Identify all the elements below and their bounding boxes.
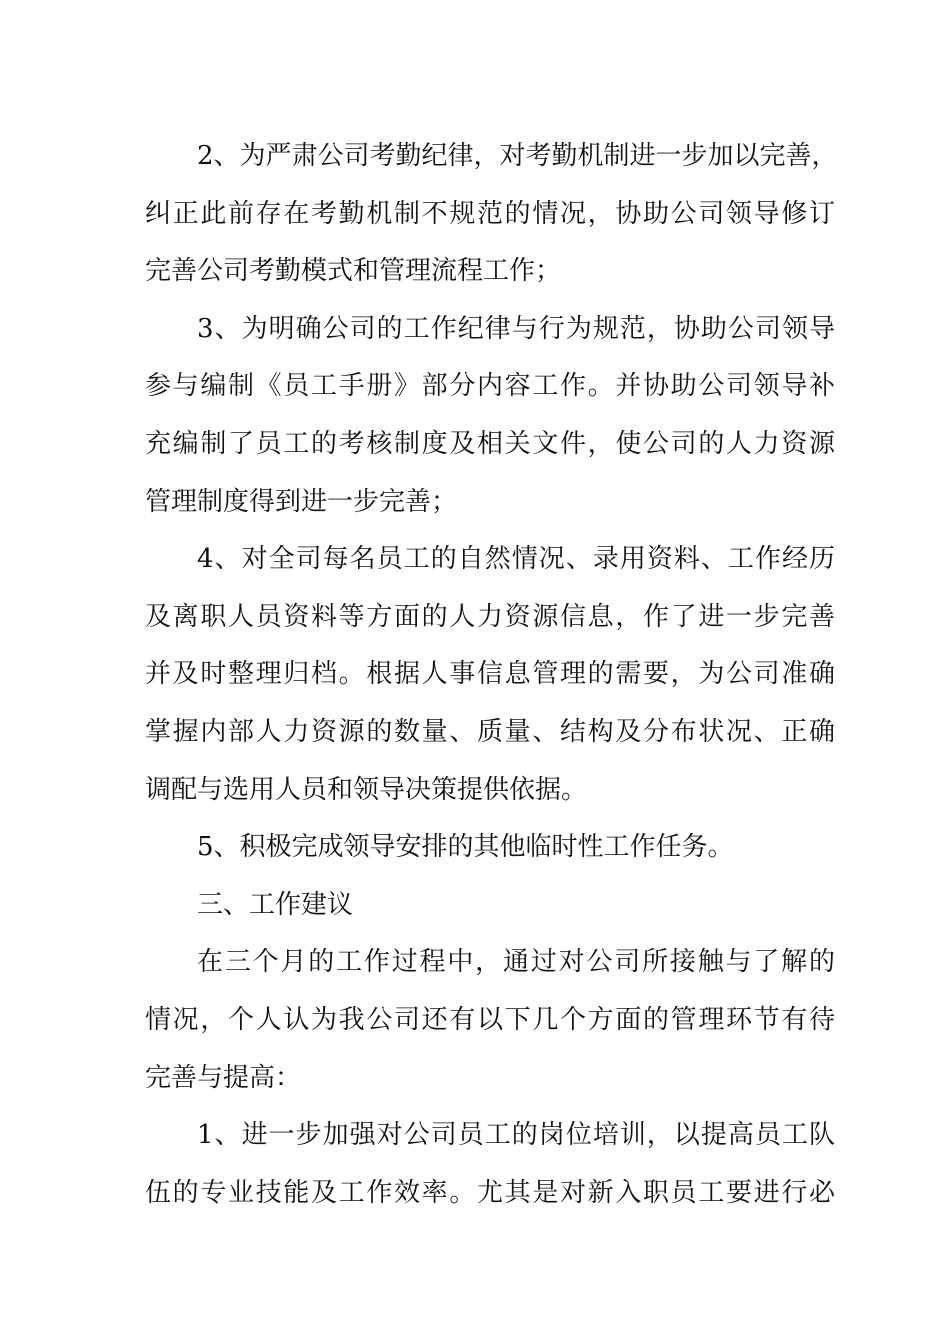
intro-paragraph-line-3: 完善与提高： — [145, 1062, 302, 1093]
paragraph-4-line-3: 并及时整理归档。根据人事信息管理的需要，为公司准确 — [145, 659, 835, 690]
paragraph-3-line-3: 充编制了员工的考核制度及相关文件，使公司的人力资源 — [145, 428, 835, 459]
paragraph-4-line-5: 调配与选用人员和领导决策提供依据。 — [145, 774, 588, 805]
suggestion-1-line-2: 伍的专业技能及工作效率。尤其是对新入职员工要进行必 — [145, 1177, 835, 1208]
paragraph-5-line-1: 5、积极完成领导安排的其他临时性工作任务。 — [197, 832, 734, 863]
suggestion-1-line-1: 1、进一步加强对公司员工的岗位培训，以提高员工队 — [197, 1120, 835, 1151]
paragraph-2-line-2: 纠正此前存在考勤机制不规范的情况，协助公司领导修订 — [145, 198, 835, 229]
paragraph-4-line-4: 掌握内部人力资源的数量、质量、结构及分布状况、正确 — [145, 716, 835, 747]
intro-paragraph-line-2: 情况，个人认为我公司还有以下几个方面的管理环节有待 — [145, 1004, 835, 1035]
paragraph-4-line-2: 及离职人员资料等方面的人力资源信息，作了进一步完善 — [145, 601, 835, 632]
paragraph-2-line-1: 2、为严肃公司考勤纪律，对考勤机制进一步加以完善， — [197, 141, 838, 171]
section-heading: 三、工作建议 — [197, 889, 354, 920]
paragraph-3-line-1: 3、为明确公司的工作纪律与行为规范，协助公司领导 — [197, 313, 835, 344]
paragraph-2-line-3: 完善公司考勤模式和管理流程工作； — [145, 256, 562, 287]
paragraph-3-line-2: 参与编制《员工手册》部分内容工作。并协助公司领导补 — [145, 371, 835, 402]
document-body — [145, 128, 838, 1222]
paragraph-3-line-4: 管理制度得到进一步完善； — [145, 486, 458, 517]
intro-paragraph-line-1: 在三个月的工作过程中，通过对公司所接触与了解的 — [197, 947, 835, 978]
paragraph-4-line-1: 4、对全司每名员工的自然情况、录用资料、工作经历 — [197, 544, 835, 575]
